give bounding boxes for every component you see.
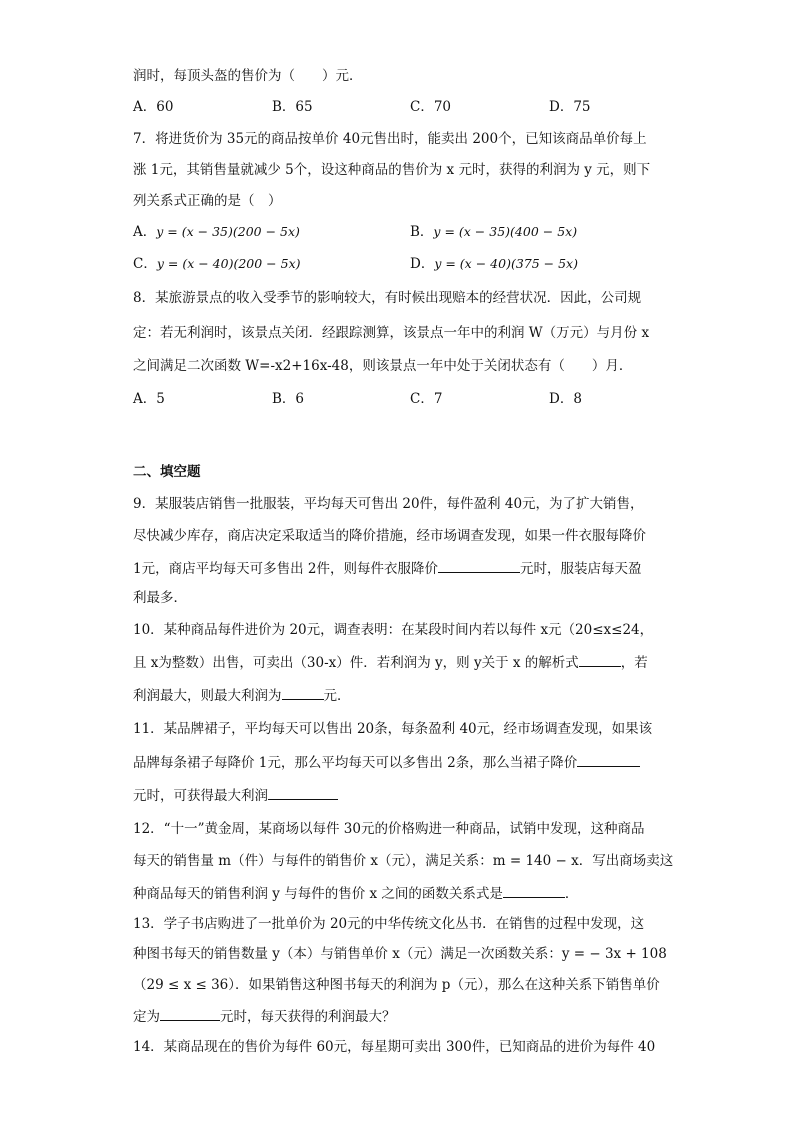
q13-line-4: 定为 元时，每天获得的利润最大？ [133,1006,396,1027]
q7-option-c: C．y = (x − 40)(200 − 5x) [133,256,301,272]
q6-option-c: C．70 [410,99,452,115]
q8-option-a: A．5 [133,391,165,407]
q6-text: 润时，每顶头盔的售价为（ ）元． [133,68,363,84]
answer-blank[interactable] [282,685,324,700]
q7-line-3: 列关系式正确的是（ ） [133,193,282,209]
q8-line-3: 之间满足二次函数 W=-x2+16x-48，则该景点一年中处于关闭状态有（ ）月． [133,358,633,374]
q9-line-1: 9．某服装店销售一批服装，平均每天可售出 20件，每件盈利 40元，为了扩大销售， [133,496,644,512]
answer-blank[interactable] [160,1006,220,1021]
answer-blank[interactable] [579,652,621,667]
q6-option-d: D．75 [549,99,591,115]
q10-line-3: 利润最大，则最大利润为 元． [133,685,351,706]
answer-blank[interactable] [438,558,520,573]
q13-line-3: （29 ≤ x ≤ 36）．如果销售这种图书每天的利润为 p（元），那么在这种关系下销售单价 [133,977,660,993]
q8-line-2: 定：若无利润时，该景点关闭．经跟踪测算，该景点一年中的利润 W（万元）与月份 x [133,325,650,341]
q7-formula-b: y = (x − 35)(400 − 5x) [433,224,578,239]
q7-option-a: A．y = (x − 35)(200 − 5x) [133,224,300,240]
section-title: 二、填空题 [133,464,201,480]
answer-blank[interactable] [503,883,565,898]
q14-line-1: 14．某商品现在的售价为每件 60元，每星期可卖出 300件，已知商品的进价为每件 40 [133,1039,656,1055]
q9-line-4: 利最多． [133,590,187,606]
q12-line-1: 12．“十一”黄金周，某商场以每件 30元的价格购进一种商品，试销中发现，这种商品 [133,821,645,837]
q8-line-1: 8．某旅游景点的收入受季节的影响较大，有时候出现赔本的经营状况．因此，公司规 [133,290,642,306]
q7-line-2: 涨 1元，其销售量就减少 5个，设这种商品的售价为 x 元时，获得的利润为 y 元，则下 [133,162,651,178]
q6-option-b: B．65 [272,99,313,115]
q12-line-3: 种商品每天的销售利润 y 与每件的售价 x 之间的函数关系式是 ． [133,883,578,904]
q6-option-a: A．60 [133,99,174,115]
q13-line-2: 种图书每天的销售数量 y（本）与销售单价 x（元）满足一次函数关系：y = − 3x + 108 [133,946,667,962]
q11-line-3: 元时，可获得最大利润 [133,785,338,806]
q7-formula-d: y = (x − 40)(375 − 5x) [434,256,578,271]
q10-line-1: 10．某种商品每件进价为 20元，调查表明：在某段时间内若以每件 x元（20≤x≤24， [133,622,654,638]
q7-option-d: D．y = (x − 40)(375 − 5x) [410,256,578,272]
answer-blank[interactable] [268,785,338,800]
q8-option-b: B．6 [272,391,305,407]
q11-line-2: 品牌每条裙子每降价 1元，那么平均每天可以多售出 2条，那么当裙子降价 [133,752,640,773]
q7-formula-c: y = (x − 40)(200 − 5x) [156,256,301,271]
q7-line-1: 7．将进货价为 35元的商品按单价 40元售出时，能卖出 200个，已知该商品单价每上 [133,131,647,147]
q8-option-d: D．8 [549,391,582,407]
q9-line-3: 1元，商店平均每天可多售出 2件，则每件衣服降价 元时，服装店每天盈 [133,558,641,579]
q13-line-1: 13．学子书店购进了一批单价为 20元的中华传统文化丛书．在销售的过程中发现，这 [133,916,645,932]
q10-line-2: 且 x为整数）出售，可卖出（30-x）件．若利润为 y，则 y关于 x 的解析式 ，若 [133,652,648,673]
q12-line-2: 每天的销售量 m（件）与每件的销售价 x（元），满足关系：m = 140 − x．写出商场卖这 [133,853,674,869]
q11-line-1: 11．某品牌裙子，平均每天可以售出 20条，每条盈利 40元，经市场调查发现，如果该 [133,721,653,737]
q9-line-2: 尽快减少库存，商店决定采取适当的降价措施，经市场调查发现，如果一件衣服每降价 [133,528,646,544]
q8-option-c: C．7 [410,391,443,407]
answer-blank[interactable] [577,752,640,767]
q7-formula-a: y = (x − 35)(200 − 5x) [156,224,300,239]
q7-option-b: B．y = (x − 35)(400 − 5x) [410,224,578,240]
